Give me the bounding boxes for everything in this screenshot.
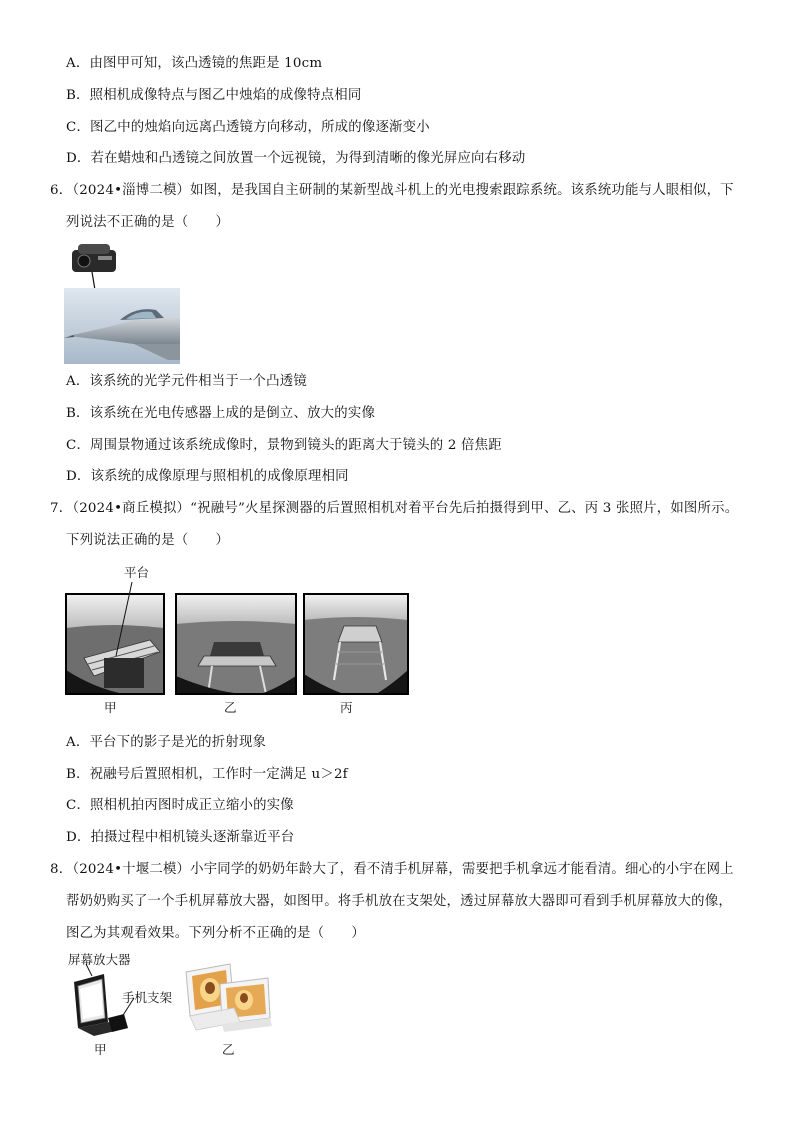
q5-option-d: D．若在蜡烛和凸透镜之间放置一个远视镜，为得到清晰的像光屏应向右移动 <box>66 151 526 166</box>
q5-option-b: B．照相机成像特点与图乙中烛焰的成像特点相同 <box>66 88 362 103</box>
q6-option-b: B．该系统在光电传感器上成的是倒立、放大的实像 <box>66 406 376 421</box>
q7-stem-line2: 下列说法正确的是（ ） <box>66 533 230 548</box>
q7-option-b: B．祝融号后置照相机，工作时一定满足 u＞2f <box>66 767 348 782</box>
q8-figure-yi <box>180 962 276 1032</box>
q8-stem-line2: 帮奶奶购买了一个手机屏幕放大器，如图甲。将手机放在支架处，透过屏幕放大器即可看到手机屏幕放大的像， <box>66 894 732 909</box>
q6-option-c: C．周围景物通过该系统成像时，景物到镜头的距离大于镜头的 2 倍焦距 <box>66 438 502 453</box>
q8-stem-line1: 8．（2024•十堰二模）小宇同学的奶奶年龄大了，看不清手机屏幕，需要把手机拿远才能看清。细心的小宇在网上 <box>50 862 734 877</box>
q7-option-c: C．照相机拍丙图时成正立缩小的实像 <box>66 798 294 813</box>
q8-figure-jia <box>64 962 148 1040</box>
photo-yi <box>176 594 296 694</box>
magnifier-viewing-effect-image <box>180 962 276 1032</box>
q6-option-a: A．该系统的光学元件相当于一个凸透镜 <box>66 374 307 389</box>
q7-option-a: A．平台下的影子是光的折射现象 <box>66 735 267 750</box>
q6-figure <box>64 240 180 364</box>
q6-stem-line1: 6．（2024•淄博二模）如图，是我国自主研制的某新型战斗机上的光电搜索跟踪系统。该系统功能与人眼相似，下 <box>50 183 734 198</box>
q8-magnifier-label: 屏幕放大器 <box>68 952 131 967</box>
q7-caption-yi: 乙 <box>224 700 237 715</box>
q6-stem-line2: 列说法不正确的是（ ） <box>66 215 230 230</box>
q5-option-a: A．由图甲可知，该凸透镜的焦距是 10cm <box>66 56 323 71</box>
photo-jia <box>66 594 164 694</box>
q7-caption-bing: 丙 <box>340 700 353 715</box>
q8-stem-line3: 图乙为其观看效果。下列分析不正确的是（ ） <box>66 926 365 941</box>
screen-magnifier-image <box>64 962 148 1040</box>
q8-stand-label: 手机支架 <box>122 990 173 1005</box>
q6-option-d: D．该系统的成像原理与照相机的成像原理相同 <box>66 469 349 484</box>
q7-platform-label: 平台 <box>124 565 150 580</box>
mars-rover-photos <box>64 580 410 696</box>
q8-caption-jia: 甲 <box>94 1042 107 1057</box>
q5-option-c: C．图乙中的烛焰向远离凸透镜方向移动，所成的像逐渐变小 <box>66 120 430 135</box>
q7-option-d: D．拍摄过程中相机镜头逐渐靠近平台 <box>66 830 295 845</box>
sensor-device-icon <box>72 244 116 272</box>
photo-bing <box>304 594 408 694</box>
q7-figure <box>64 580 410 696</box>
fighter-jet-sensor-image <box>64 240 180 364</box>
q7-stem-line1: 7．（2024•商丘模拟）“祝融号”火星探测器的后置照相机对着平台先后拍摄得到甲、乙、丙 3 张照片，如图所示。 <box>50 501 739 516</box>
q8-caption-yi: 乙 <box>222 1042 235 1057</box>
q7-caption-jia: 甲 <box>104 700 117 715</box>
